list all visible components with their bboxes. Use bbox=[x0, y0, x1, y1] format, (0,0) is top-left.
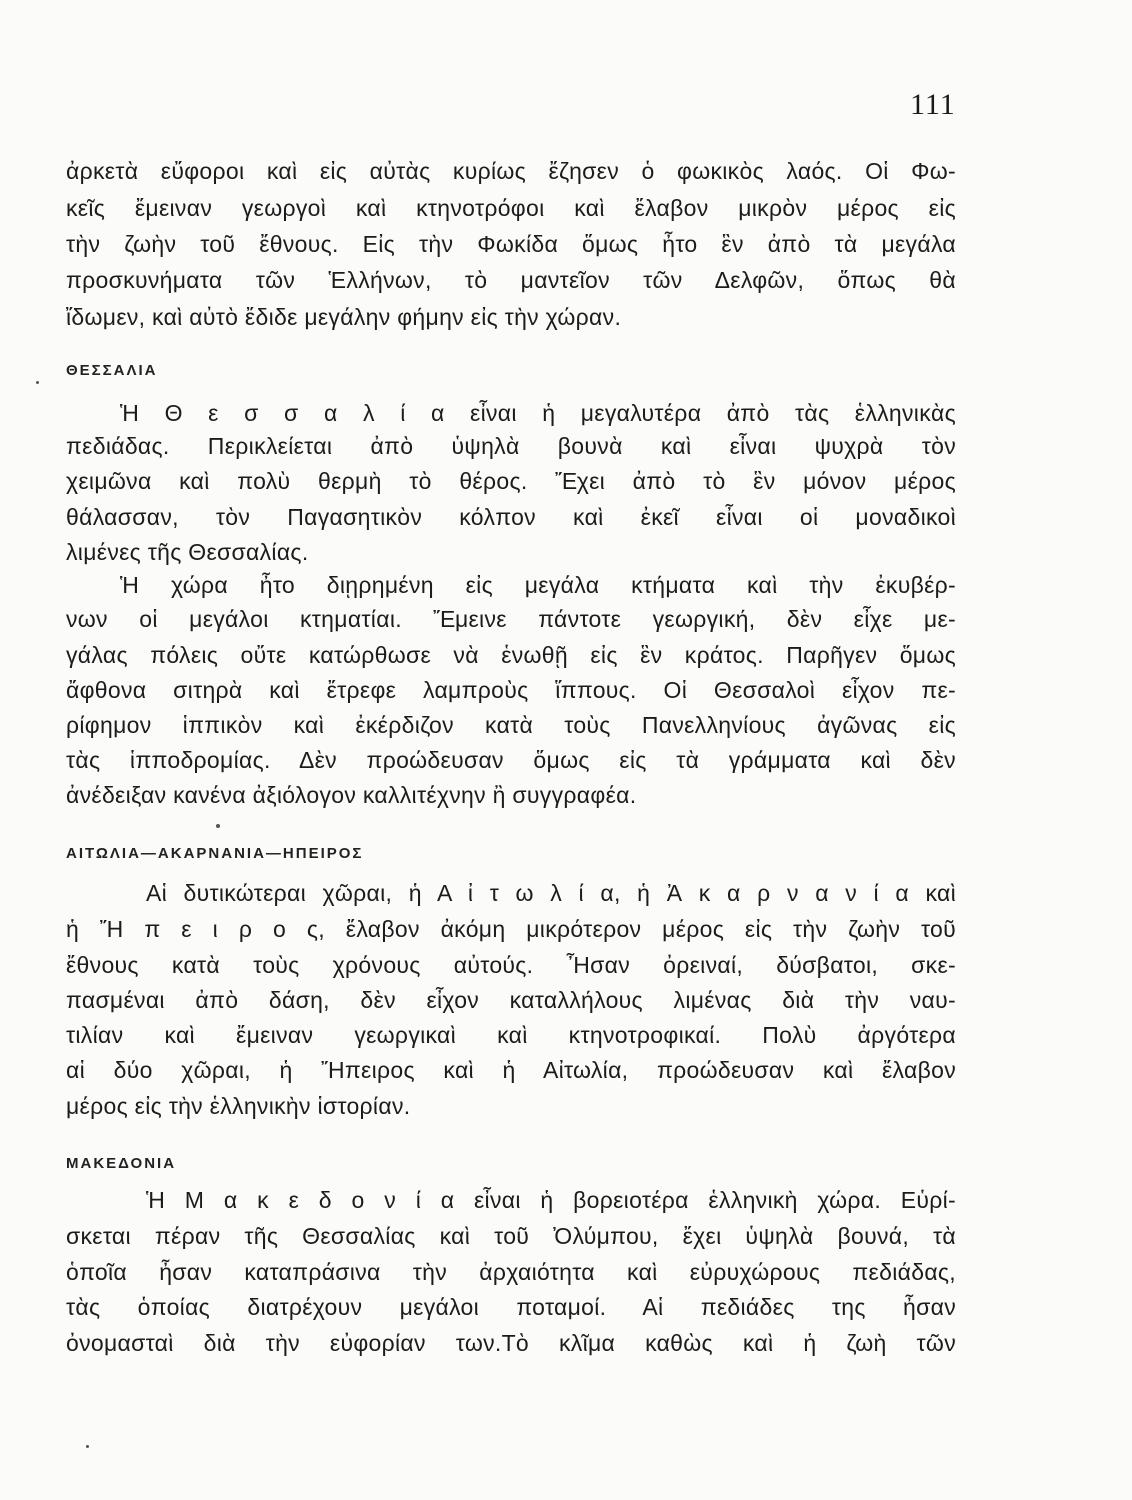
thessalia-line-6: Ἡ χώρα ἦτο διῃρημένη εἰς μεγάλα κτήματα καὶ τὴν ἐκυβέρ- bbox=[120, 572, 956, 598]
intro-line-3: τὴν ζωὴν τοῦ ἔθνους. Εἰς τὴν Φωκίδα ὅμως ἦτο ἓν ἀπὸ τὰ μεγάλα bbox=[66, 231, 956, 257]
thessalia-line-12: ἀνέδειξαν κανένα ἀξιόλογον καλλιτέχνην ἢ συγγραφέα. bbox=[66, 782, 637, 808]
aitolia-line-2: ἡ Ἤ π ε ι ρ ο ς, ἔλαβον ἀκόμη μικρότερον μέρος εἰς τὴν ζωὴν τοῦ bbox=[66, 916, 956, 942]
thessalia-line-3: χειμῶνα καὶ πολὺ θερμὴ τὸ θέρος. Ἔχει ἀπὸ τὸ ἓν μόνον μέρος bbox=[66, 468, 956, 494]
scan-speck bbox=[36, 381, 39, 384]
intro-line-2: κεῖς ἔμειναν γεωργοὶ καὶ κτηνοτρόφοι καὶ ἔλαβον μικρὸν μέρος εἰς bbox=[66, 195, 956, 221]
makedonia-line-4: τὰς ὁποίας διατρέχουν μεγάλοι ποταμοί. Αἱ πεδιάδες της ἦσαν bbox=[66, 1294, 956, 1320]
aitolia-line-4: πασμέναι ἀπὸ δάση, δὲν εἶχον καταλλήλους λιμένας διὰ τὴν ναυ- bbox=[66, 987, 956, 1013]
thessalia-line-7: νων οἱ μεγάλοι κτηματίαι. Ἔμεινε πάντοτε γεωργική, δὲν εἶχε με- bbox=[66, 606, 956, 632]
aitolia-line-6: αἱ δύο χῶραι, ἡ Ἤπειρος καὶ ἡ Αἰτωλία, προώδευσαν καὶ ἔλαβον bbox=[66, 1057, 956, 1083]
makedonia-line-5: ὀνομασταὶ διὰ τὴν εὐφορίαν των.Τὸ κλῖμα καθὼς καὶ ἡ ζωὴ τῶν bbox=[66, 1330, 956, 1356]
aitolia-line-1: Αἱ δυτικώτεραι χῶραι, ἡ Α ἰ τ ω λ ί α, ἡ Ἀ κ α ρ ν α ν ί α καὶ bbox=[146, 880, 956, 906]
aitolia-line-7: μέρος εἰς τὴν ἑλληνικὴν ἱστορίαν. bbox=[66, 1093, 411, 1119]
thessalia-line-1: Ἡ Θ ε σ σ α λ ί α εἶναι ἡ μεγαλυτέρα ἀπὸ τὰς ἑλληνικὰς bbox=[120, 400, 956, 426]
intro-line-4: προσκυνήματα τῶν Ἑλλήνων, τὸ μαντεῖον τῶν Δελφῶν, ὅπως θὰ bbox=[66, 267, 956, 293]
scan-speck bbox=[216, 824, 220, 828]
thessalia-line-8: γάλας πόλεις οὔτε κατώρθωσε νὰ ἑνωθῇ εἰς ἓν κράτος. Παρῆγεν ὅμως bbox=[66, 642, 956, 668]
makedonia-line-2: σκεται πέραν τῆς Θεσσαλίας καὶ τοῦ Ὀλύμπου, ἔχει ὑψηλὰ βουνά, τὰ bbox=[66, 1223, 956, 1249]
heading-makedonia: ΜΑΚΕΔΟΝΙΑ bbox=[66, 1155, 177, 1172]
scan-speck bbox=[86, 1445, 89, 1448]
thessalia-line-2: πεδιάδας. Περικλείεται ἀπὸ ὑψηλὰ βουνὰ καὶ εἶναι ψυχρὰ τὸν bbox=[66, 433, 956, 459]
aitolia-line-5: τιλίαν καὶ ἔμειναν γεωργικαὶ καὶ κτηνοτροφικαί. Πολὺ ἀργότερα bbox=[66, 1022, 956, 1048]
thessalia-line-11: τὰς ἱπποδρομίας. Δὲν προώδευσαν ὅμως εἰς τὰ γράμματα καὶ δὲν bbox=[66, 747, 956, 773]
thessalia-line-4: θάλασσαν, τὸν Παγασητικὸν κόλπον καὶ ἐκεῖ εἶναι οἱ μοναδικοὶ bbox=[66, 504, 956, 530]
thessalia-line-10: ρίφημον ἱππικὸν καὶ ἐκέρδιζον κατὰ τοὺς Πανελληνίους ἀγῶνας εἰς bbox=[66, 712, 956, 738]
page-number: 111 bbox=[910, 88, 956, 121]
makedonia-line-3: ὁποῖα ἦσαν καταπράσινα τὴν ἀρχαιότητα καὶ εὐρυχώρους πεδιάδας, bbox=[66, 1259, 956, 1285]
intro-line-5: ἴδωμεν, καὶ αὐτὸ ἔδιδε μεγάλην φήμην εἰς τὴν χώραν. bbox=[66, 304, 622, 330]
thessalia-line-9: ἄφθονα σιτηρὰ καὶ ἔτρεφε λαμπροὺς ἵππους. Οἱ Θεσσαλοὶ εἶχον πε- bbox=[66, 677, 956, 703]
heading-thessalia: ΘΕΣΣΑΛΙΑ bbox=[66, 362, 158, 379]
aitolia-line-3: ἔθνους κατὰ τοὺς χρόνους αὐτούς. Ἦσαν ὀρειναί, δύσβατοι, σκε- bbox=[66, 952, 956, 978]
heading-aitolia: ΑΙΤΩΛΙΑ—ΑΚΑΡΝΑΝΙΑ—ΗΠΕΙΡΟΣ bbox=[66, 845, 364, 862]
intro-line-1: ἀρκετὰ εὔφοροι καὶ εἰς αὐτὰς κυρίως ἔζησεν ὁ φωκικὸς λαός. Οἱ Φω- bbox=[66, 158, 956, 184]
thessalia-line-5: λιμένες τῆς Θεσσαλίας. bbox=[66, 539, 309, 565]
makedonia-line-1: Ἡ Μ α κ ε δ ο ν ί α εἶναι ἡ βορειοτέρα ἑλληνικὴ χώρα. Εὑρί- bbox=[146, 1187, 956, 1213]
